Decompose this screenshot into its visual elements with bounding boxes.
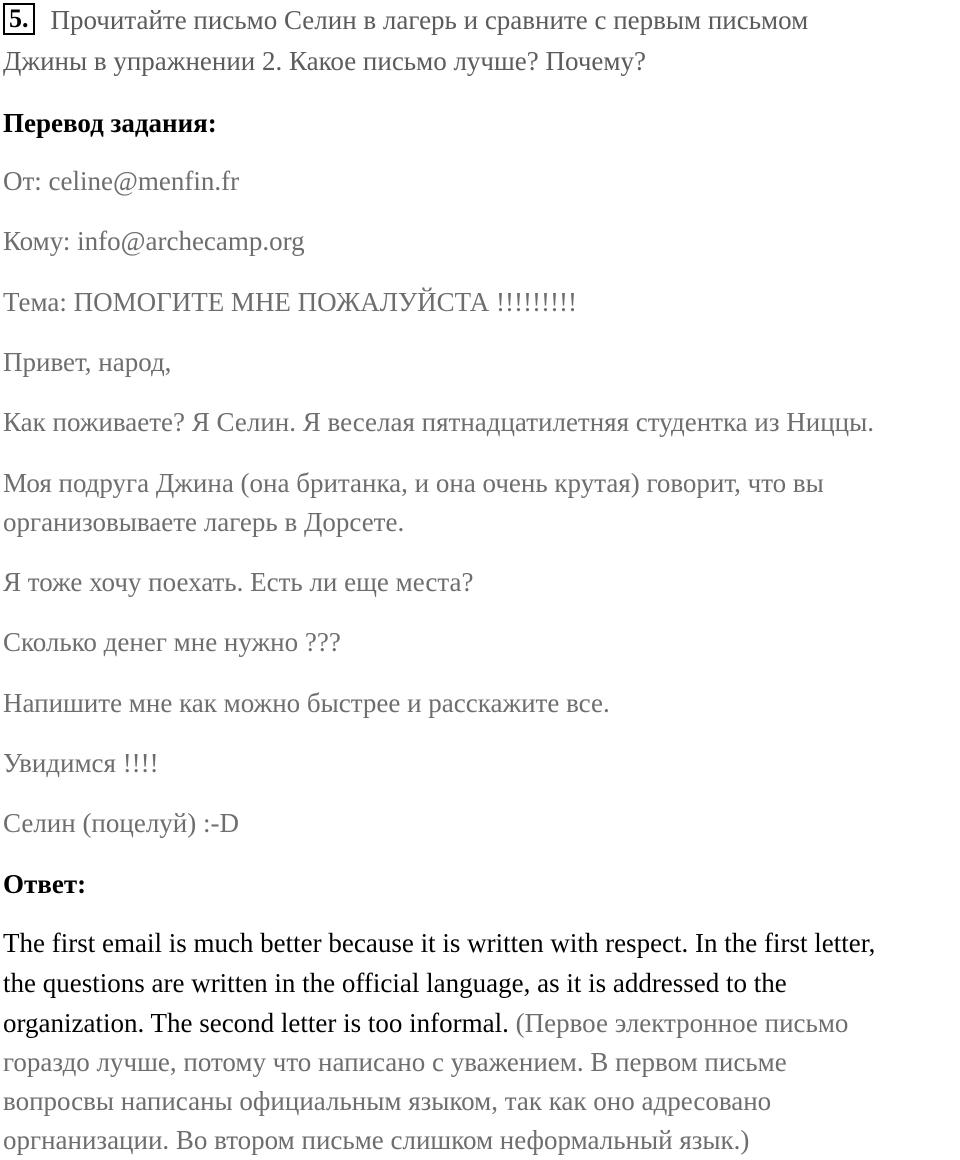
translation-heading: Перевод задания: <box>3 108 217 138</box>
task-line-2: Джины в упражнении 2. Какое письмо лучше? Почему? <box>3 46 646 76</box>
answer-line-3-english: organization. The second letter is too informal. <box>3 1008 509 1038</box>
email-from: От: celine@menfin.fr <box>3 166 240 196</box>
email-subject: Тема: ПОМОГИТЕ МНЕ ПОЖАЛУЙСТА !!!!!!!!! <box>3 287 577 317</box>
email-places: Я тоже хочу поехать. Есть ли еще места? <box>3 567 474 597</box>
email-money: Сколько денег мне нужно ??? <box>3 627 341 657</box>
answer-line-3 <box>3 1003 848 1043</box>
email-greeting: Привет, народ, <box>3 347 172 377</box>
email-friend-line-1: Моя подруга Джина (она британка, и она очень крутая) говорит, что вы <box>3 468 824 498</box>
email-signature: Селин (поцелуй) :-D <box>3 808 239 838</box>
answer-line-3-russian: (Первое электронное письмо <box>508 1008 849 1038</box>
task-text-1: Прочитайте письмо Селин в лагерь и сравните с первым письмом <box>50 5 809 35</box>
email-to: Кому: info@archecamp.org <box>3 226 305 256</box>
task-number-badge: 5. <box>3 3 35 35</box>
answer-line-4: гораздо лучше, потому что написано с уважением. В первом письме <box>3 1047 787 1077</box>
email-see-you: Увидимся !!!! <box>3 748 159 778</box>
task-line-1 <box>3 0 808 40</box>
answer-line-6: оргнанизации. Во втором письме слишком неформальный язык.) <box>3 1125 750 1155</box>
answer-line-5: вопросвы написаны официальным языком, так как оно адресовано <box>3 1086 772 1116</box>
answer-heading: Ответ: <box>3 869 87 899</box>
email-intro: Как поживаете? Я Селин. Я веселая пятнадцатилетняя студентка из Ниццы. <box>3 407 875 437</box>
email-write: Напишите мне как можно быстрее и расскажите все. <box>3 688 610 718</box>
email-friend-line-2: организовываете лагерь в Дорсете. <box>3 507 405 537</box>
answer-line-1: The first email is much better because it is written with respect. In the first letter, <box>3 928 876 958</box>
answer-line-2: the questions are written in the official language, as it is addressed to the <box>3 968 787 998</box>
